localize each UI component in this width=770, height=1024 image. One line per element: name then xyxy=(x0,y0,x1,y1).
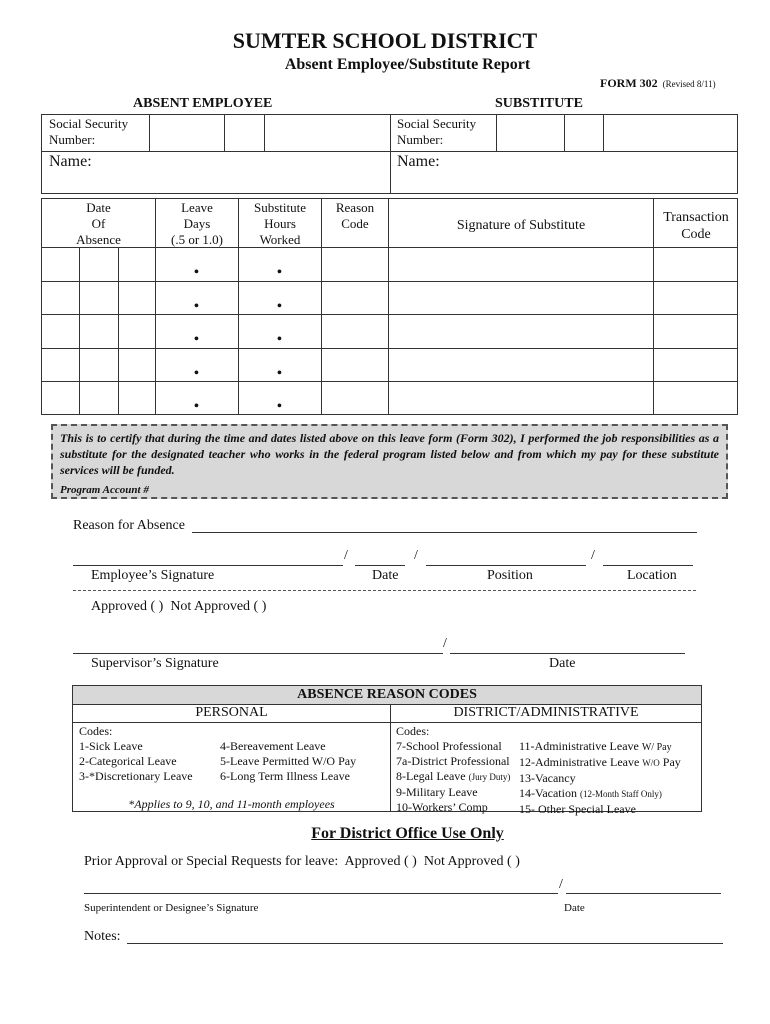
prior-approval-label: Prior Approval or Special Requests for leave: xyxy=(84,854,339,869)
personal-heading: PERSONAL xyxy=(195,705,268,720)
sub-hours-dot: • xyxy=(277,265,282,280)
employee-date-label: Date xyxy=(372,568,399,583)
office-use-heading: For District Office Use Only xyxy=(311,825,504,842)
substitute-ssn-field-1[interactable] xyxy=(498,116,562,149)
office-not-approved-checkbox[interactable]: Not Approved ( ) xyxy=(423,854,520,869)
sub-hours-dot: • xyxy=(277,299,282,314)
revised-date: (Revised 8/11) xyxy=(662,79,716,89)
superintendent-signature-field[interactable] xyxy=(84,893,558,894)
page-subtitle: Absent Employee/Substitute Report xyxy=(284,56,531,73)
certification-box xyxy=(51,424,728,499)
substitute-ssn-field-2[interactable] xyxy=(566,116,601,149)
leave-days-dot: • xyxy=(194,399,199,414)
absent-employee-heading: ABSENT EMPLOYEE xyxy=(133,96,273,111)
personal-codes-right: 4-Bereavement Leave 5-Leave Permitted W/O Pay 6-Long Term Illness Leave xyxy=(220,739,357,783)
district-codes-left: Codes: 7-School Professional 7a-District Professional 8-Legal Leave (Jury Duty) 9-Military Leave 10-Workers’ Comp xyxy=(396,724,511,814)
employee-position-field[interactable] xyxy=(426,565,586,566)
superintendent-signature-label: Superintendent or Designee’s Signature xyxy=(84,902,259,914)
supervisor-date-label: Date xyxy=(549,656,576,671)
employee-signature-label: Employee’s Signature xyxy=(91,568,215,583)
employee-date-field[interactable] xyxy=(355,565,405,566)
substitute-name-label: Name: xyxy=(397,153,440,170)
employee-name-field[interactable] xyxy=(100,153,386,191)
superintendent-date-label: Date xyxy=(564,902,585,914)
col-date-of-absence: Date Of Absence xyxy=(76,200,121,247)
leave-days-dot: • xyxy=(194,299,199,314)
certification-text: This is to certify that during the time and dates listed above on this leave form (Form 302), I performed the job responsibilities as a substitute for the designated teacher who works in the federal program listed below and from which my pay for these substitute services will be funded. xyxy=(60,431,719,477)
col-signature-of-substitute: Signature of Substitute xyxy=(456,218,586,233)
leave-days-dot: • xyxy=(194,332,199,347)
personal-note: *Applies to 9, 10, and 11-month employees xyxy=(128,797,335,811)
notes-label: Notes: xyxy=(84,929,121,944)
supervisor-date-field[interactable] xyxy=(450,653,685,654)
employee-name-label: Name: xyxy=(49,153,92,170)
reason-for-absence-label: Reason for Absence xyxy=(73,518,185,533)
employee-location-field[interactable] xyxy=(603,565,693,566)
absence-codes-heading: ABSENCE REASON CODES xyxy=(73,686,701,704)
personal-codes-left: Codes: 1-Sick Leave 2-Categorical Leave 3-*Discretionary Leave xyxy=(79,724,193,783)
program-account-label: Program Account # xyxy=(60,484,149,496)
employee-ssn-field-1[interactable] xyxy=(151,116,223,149)
district-codes-right: 11-Administrative Leave W/ Pay 12-Administrative Leave W/O Pay 13-Vacancy 14-Vacation (12-Month Staff Only) 15- Other Special Leave xyxy=(519,739,681,816)
employee-ssn-field-3[interactable] xyxy=(266,116,388,149)
district-heading: DISTRICT/ADMINISTRATIVE xyxy=(453,705,639,720)
sub-hours-dot: • xyxy=(277,399,282,414)
employee-position-label: Position xyxy=(487,568,533,583)
superintendent-date-field[interactable] xyxy=(566,893,721,894)
form-number-label: FORM 302 xyxy=(600,76,658,90)
col-leave-days: Leave Days (.5 or 1.0) xyxy=(171,200,223,247)
supervisor-signature-field[interactable] xyxy=(73,653,443,654)
page-title: SUMTER SCHOOL DISTRICT xyxy=(232,28,538,53)
employee-ssn-field-2[interactable] xyxy=(226,116,263,149)
employee-ssn-label: Social Security Number: xyxy=(49,116,129,147)
prior-approval-row xyxy=(84,854,520,870)
not-approved-checkbox[interactable]: Not Approved ( ) xyxy=(170,599,267,614)
substitute-name-field[interactable] xyxy=(448,153,736,191)
reason-for-absence-field[interactable] xyxy=(192,532,697,533)
leave-days-dot: • xyxy=(194,366,199,381)
approval-row xyxy=(91,599,266,615)
sub-hours-dot: • xyxy=(277,332,282,347)
office-approved-checkbox[interactable]: Approved ( ) xyxy=(344,854,417,869)
col-transaction-code: Transaction Code xyxy=(663,210,729,242)
approved-checkbox[interactable]: Approved ( ) xyxy=(91,599,164,614)
sub-hours-dot: • xyxy=(277,366,282,381)
col-reason-code: Reason Code xyxy=(335,200,375,231)
supervisor-signature-label: Supervisor’s Signature xyxy=(91,656,219,671)
substitute-ssn-field-3[interactable] xyxy=(605,116,736,149)
col-substitute-hours: Substitute Hours Worked xyxy=(253,200,306,247)
employee-signature-field[interactable] xyxy=(73,565,343,566)
divider xyxy=(73,590,696,591)
form-number xyxy=(600,76,716,91)
notes-field[interactable] xyxy=(127,943,723,944)
substitute-heading: SUBSTITUTE xyxy=(495,96,583,111)
employee-location-label: Location xyxy=(627,568,677,583)
substitute-ssn-label: Social Security Number: xyxy=(397,116,477,147)
leave-days-dot: • xyxy=(194,265,199,280)
